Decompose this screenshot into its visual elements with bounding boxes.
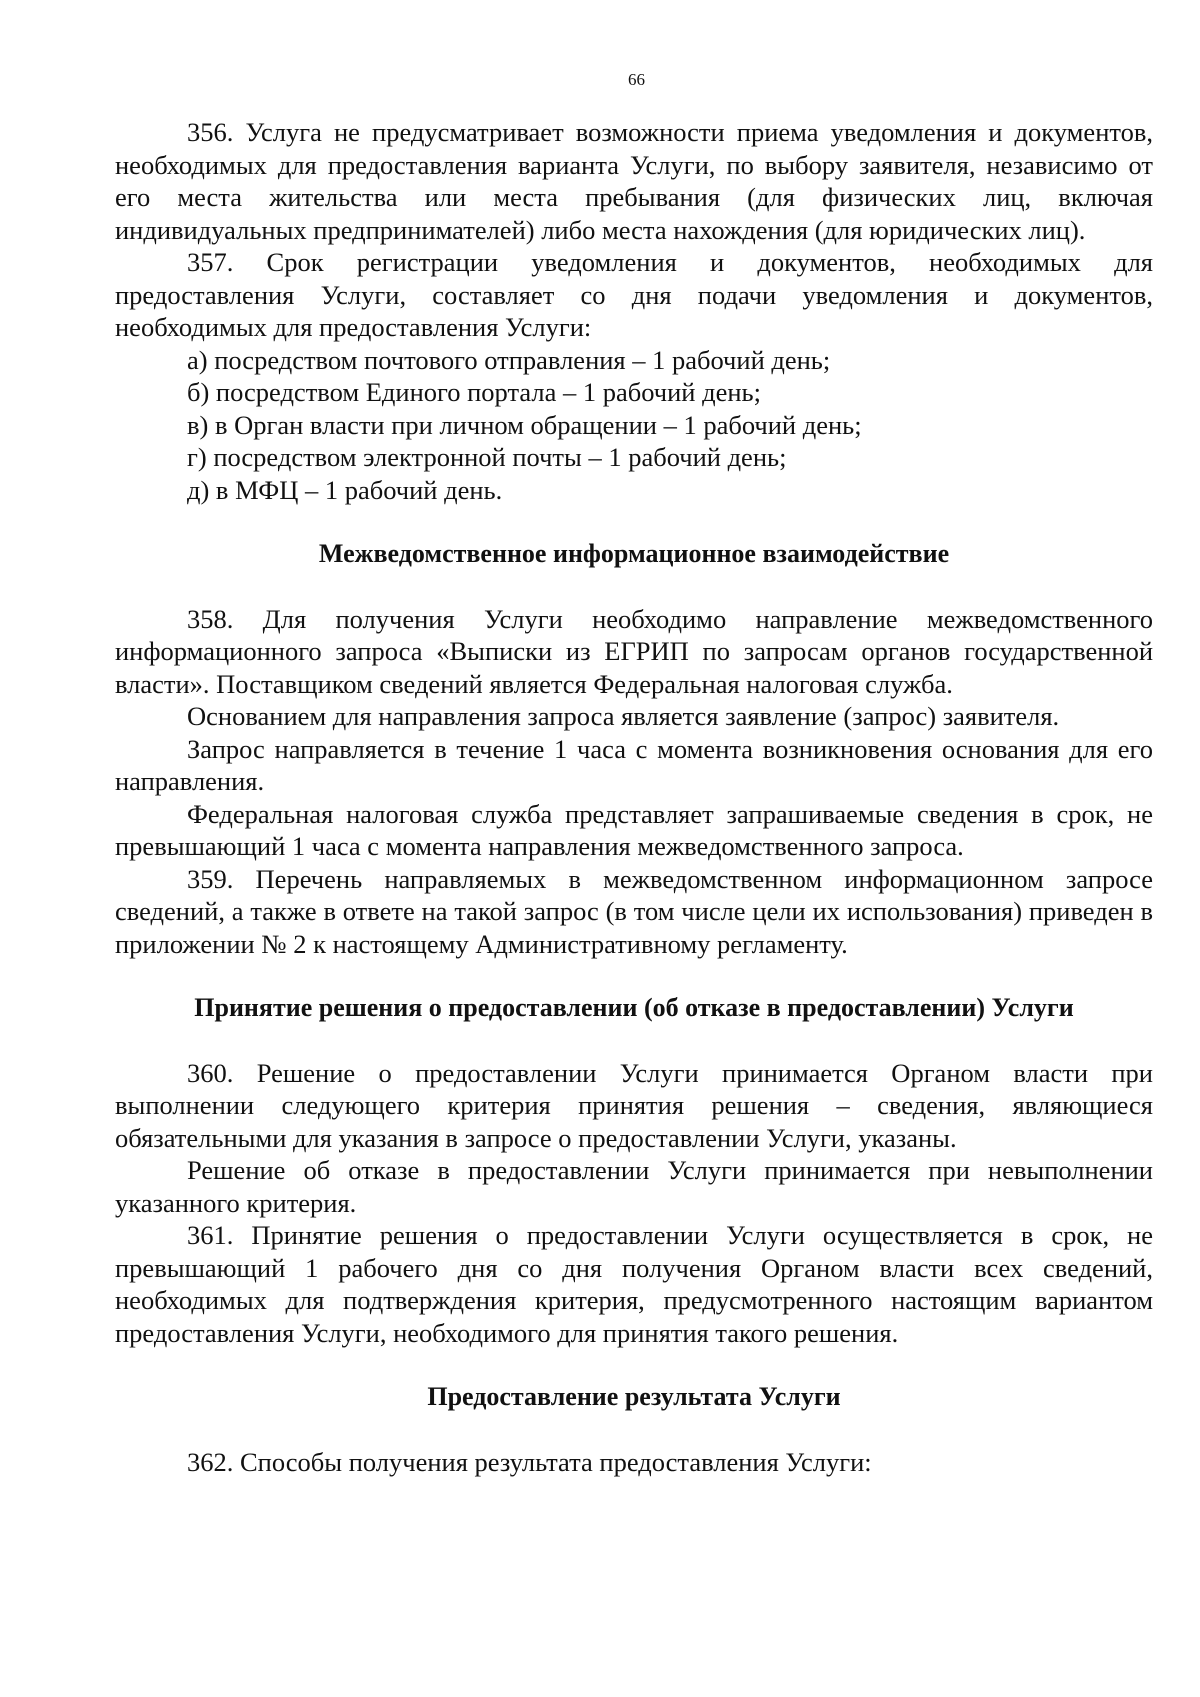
section-heading-decision: Принятие решения о предоставлении (об отказе в предоставлении) Услуги: [194, 993, 1074, 1022]
paragraph-360: 360. Решение о предоставлении Услуги принимается Органом власти при выполнении следующего критерия принятия решения – сведения, являющиеся обязательными для указания в запросе о предоставлении Услуги, указаны.: [115, 1057, 1153, 1153]
list-item-b: б) посредством Единого портала – 1 рабочий день;: [187, 377, 761, 407]
paragraph-358: 358. Для получения Услуги необходимо направление межведомственного информационного запроса «Выписки из ЕГРИП по запросам органов государственной власти». Поставщиком сведений является Федеральная налоговая служба.: [115, 603, 1153, 699]
paragraph-356: 356. Услуга не предусматривает возможности приема уведомления и документов, необходимых для предоставления варианта Услуги, по выбору заявителя, независимо от его места жительства или места пребывания (для физических лиц, включая индивидуальных предпринимателей) либо места нахождения (для юридических лиц).: [115, 117, 1153, 245]
paragraph-357: 357. Срок регистрации уведомления и документов, необходимых для предоставления Услуги, составляет со дня подачи уведомления и документов, необходимых для предоставления Услуги:: [115, 247, 1153, 342]
paragraph-tax-service: Федеральная налоговая служба представляет запрашиваемые сведения в срок, не превышающий 1 часа с момента направления межведомственного запроса.: [115, 798, 1153, 861]
list-item-d: д) в МФЦ – 1 рабочий день.: [187, 474, 503, 505]
paragraph-362: 362. Способы получения результата предоставления Услуги:: [187, 1446, 872, 1477]
paragraph-361: 361. Принятие решения о предоставлении Услуги осуществляется в срок, не превышающий 1 рабочего дня со дня получения Органом власти всех сведений, необходимых для подтверждения критерия, предусмотренного настоящим вариантом предоставления Услуги, необходимого для принятия такого решения.: [115, 1220, 1153, 1348]
list-item-g: г) посредством электронной почты – 1 рабочий день;: [187, 442, 787, 472]
section-heading-result: Предоставление результата Услуги: [427, 1382, 841, 1411]
list-item-a: а) посредством почтового отправления – 1 рабочий день;: [187, 344, 831, 375]
section-heading-interagency: Межведомственное информационное взаимодействие: [318, 539, 950, 568]
list-item-v: в) в Орган власти при личном обращении – 1 рабочий день;: [187, 409, 862, 440]
paragraph-request-timing: Запрос направляется в течение 1 часа с момента возникновения основания для его направления.: [115, 733, 1153, 796]
paragraph-359: 359. Перечень направляемых в межведомственном информационном запросе сведений, а также в ответе на такой запрос (в том числе цели их использования) приведен в приложении № 2 к настоящему Административному регламенту.: [115, 863, 1153, 959]
paragraph-refusal: Решение об отказе в предоставлении Услуги принимается при невыполнении указанного критерия.: [115, 1155, 1153, 1218]
paragraph-basis: Основанием для направления запроса является заявление (запрос) заявителя.: [187, 701, 1060, 731]
page-number: 66: [628, 70, 645, 89]
